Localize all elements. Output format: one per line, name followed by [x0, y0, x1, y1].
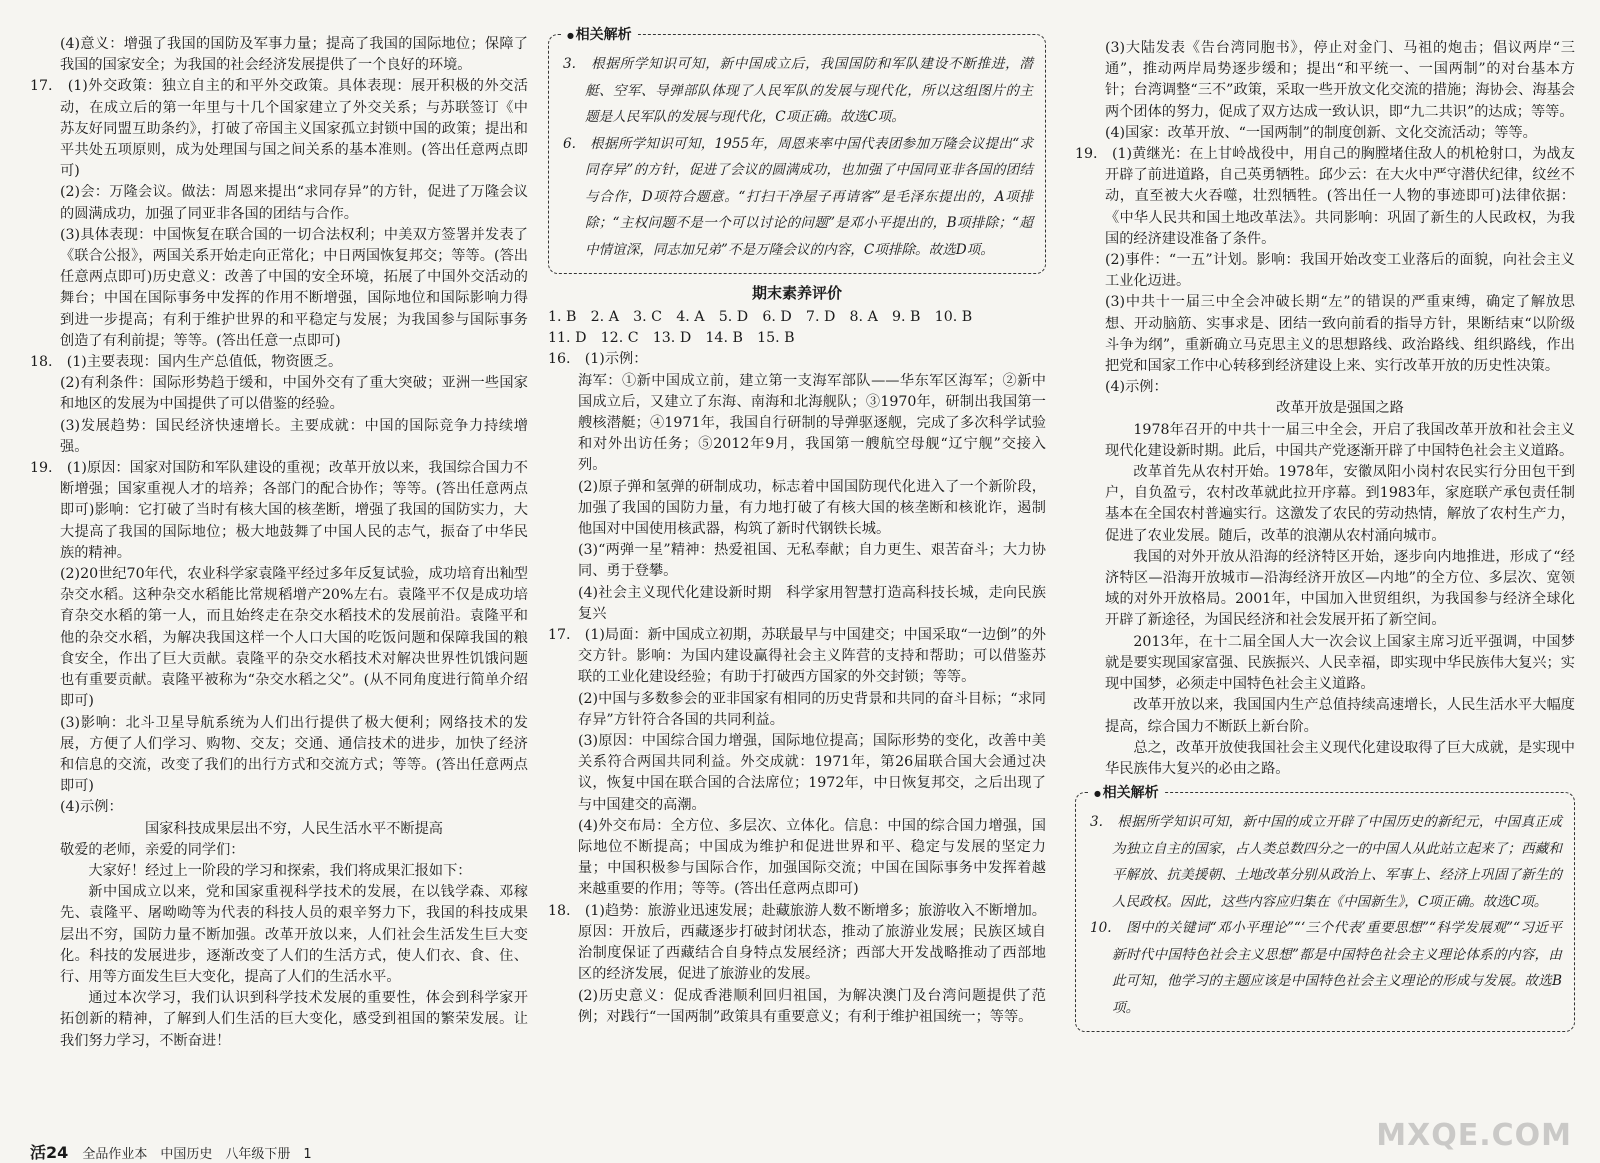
left-column: [30, 34, 528, 1052]
paragraph: (4)示例：: [1105, 379, 1168, 396]
paragraph: (3)发展趋势：国民经济快速增长。主要成就：中国的国际竞争力持续增强。: [60, 417, 528, 455]
paragraph: (3)原因：中国综合国力增强，国际地位提高；国际形势的变化，改善中美关系符合两国共同利益。外交成就：1971年，第26届联合国大会通过决议，恢复中国在联合国的合法席位；1972年，中日恢复邦交，之后出现了与中国建交的高潮。: [578, 733, 1046, 813]
paragraph: 3. 根据所学知识可知，新中国成立后，我国国防和军队建设不断推进，潜艇、空军、导弹部队体现了人民军队的发展与现代化，所以这组图片的主题是人民军队的发展与现代化，C项正确。故选C项。: [563, 56, 1033, 125]
analysis-body: [563, 51, 1033, 263]
paragraph: (2)原子弹和氢弹的研制成功，标志着中国国防现代化进入了一个新阶段，加强了我国的国防力量，有力地打破了有核大国的核垄断和核讹诈，遏制他国对中国使用核武器，构筑了新时代钢铁长城。: [578, 478, 1046, 538]
paragraph: 10. 图中的关键词“邓小平理论”“‘三个代表’重要思想”“科学发展观”“习近平新时代中国特色社会主义思想”都是中国特色社会主义理论体系的内容，由此可知，他学习的主题应该是中国特色社会主义理论的形成与发展。故选B项。: [1090, 920, 1562, 1016]
paragraph: 2013年，在十二届全国人大一次会议上国家主席习近平强调，中国梦就是要实现国家富强、民族振兴、人民幸福，即实现中华民族伟大复兴；实现中国梦，必须走中国特色社会主义道路。: [1105, 633, 1575, 693]
paragraph: 改革开放是强国之路: [1276, 400, 1404, 417]
paragraph: (4)社会主义现代化建设新时期 科学家用智慧打造高科技长城，走向民族复兴: [578, 584, 1046, 622]
book-title: 全品作业本 中国历史 八年级下册 1: [82, 1147, 312, 1162]
paragraph: 19. (1)原因：国家对国防和军队建设的重视；改革开放以来，我国综合国力不断增强；国家重视人才的培养；各部门的配合协作；等等。(答出任意两点即可)影响：它打破了当时有核大国的核垄断，增强了我国的国防实力，大大提高了我国的国际地位；极大地鼓舞了中国人民的志气，振奋了中华民族的精神。: [30, 460, 528, 561]
paragraph: 3. 根据所学知识可知，新中国的成立开辟了中国历史的新纪元，中国真正成为独立自主的国家，占人类总数四分之一的中国人从此站立起来了；西藏和平解放、抗美援朝、土地改革分别从政治上、军事上、经济上巩固了新生的人民政权。因此，这些内容应归集在《中国新生》，C项正确。故选C项。: [1090, 814, 1562, 910]
middle-body: [548, 307, 1046, 1028]
paragraph: 17. (1)外交政策：独立自主的和平外交政策。具体表现：展开积极的外交活动，在成立后的第一年里与十几个国家建立了外交关系；与苏联签订《中苏友好同盟互助条约》，打破了帝国主义国家孤立封锁中国的政策；提出和平共处五项原则，成为处理国与国之间关系的基本准则。(答出任意两点即可): [30, 78, 528, 180]
paragraph: (2)会：万隆会议。做法：周恩来提出“求同存异”的方针，促进了万隆会议的圆满成功，加强了同亚非各国的团结与合作。: [60, 184, 528, 222]
paragraph: 改革开放以来，我国国内生产总值持续高速增长，人民生活水平大幅度提高，综合国力不断跃上新台阶。: [1105, 697, 1575, 735]
paragraph: 国家科技成果层出不穷，人民生活水平不断提高: [145, 820, 443, 837]
page-footer: [30, 1140, 312, 1163]
paragraph: (2)事件：“一五”计划。影响：我国开始改变工业落后的面貌，向社会主义工业化迈进。: [1105, 252, 1575, 290]
paragraph: 海军：①新中国成立前，建立第一支海军部队——华东军区海军；②新中国成立后，又建立了东海、南海和北海舰队；③1970年，研制出我国第一艘核潜艇；④1971年，我国自行研制的导弹驱逐舰，完成了多次科学试验和对外出访任务；⑤2012年9月，我国第一艘航空母舰“辽宁舰”交接入列。: [578, 372, 1046, 474]
right-body: [1075, 38, 1575, 780]
paragraph: (3)大陆发表《告台湾同胞书》，停止对金门、马祖的炮击；倡议两岸“三通”，推动两岸局势逐步缓和；提出“和平统一、一国两制”的对台基本方针；台湾调整“三不”政策，采取一些开放文化交流的措施；海协会、海基会两个团体的努力，促成了双方达成一致认识，即“九二共识”的达成；等等。: [1105, 40, 1575, 120]
paragraph: (2)历史意义：促成香港顺利回归祖国，为解决澳门及台湾问题提供了范例；对践行“一国两制”政策具有重要意义；有利于维护祖国统一；等等。: [578, 987, 1046, 1025]
paragraph: (3)中共十一届三中全会冲破长期“左”的错误的严重束缚，确定了解放思想、开动脑筋、实事求是、团结一致向前看的指导方针，果断结束“以阶级斗争为纲”，重新确立马克思主义的思想路线、政治路线、组织路线，作出把党和国家工作中心转移到经济建设上来、实行改革开放的历史性决策。: [1105, 294, 1575, 375]
middle-column: [548, 27, 1046, 1028]
analysis-box-mid: [548, 27, 1046, 274]
paragraph: 1. B 2. A 3. C 4. A 5. D 6. D 7. D 8. A 9. B 10. B: [548, 309, 973, 325]
paragraph: 我国的对外开放从沿海的经济特区开始，逐步向内地推进，形成了“经济特区—沿海开放城市—沿海经济开放区—内地”的全方位、多层次、宽领域的对外开放格局。2001年，中国加入世贸组织，为我国参与经济全球化开辟了新途径，为国民经济和社会发展开拓了新空间。: [1105, 548, 1575, 629]
paragraph: 新中国成立以来，党和国家重视科学技术的发展，在以钱学森、邓稼先、袁隆平、屠呦呦等为代表的科技人员的艰辛努力下，我国的科技成果层出不穷，国防力量不断加强。改革开放以来，人们社会生活发生巨大变化。科技的发展进步，逐渐改变了人们的生活方式，使人们衣、食、住、行、用等方面发生巨大变化，提高了人们的生活水平。: [60, 884, 528, 985]
analysis-box-right: [1075, 785, 1575, 1032]
paragraph: (2)中国与多数参会的亚非国家有相同的历史背景和共同的奋斗目标；“求同存异”方针符合各国的共同利益。: [578, 690, 1046, 728]
paragraph: 18. (1)趋势：旅游业迅速发展；赴藏旅游人数不断增多；旅游收入不断增加。原因：开放后，西藏逐步打破封闭状态，推动了旅游业发展；民族区域自治制度保证了西藏结合自身特点发展经济；西部大开发战略推动了西部地区的经济发展，促进了旅游业的发展。: [548, 902, 1046, 983]
paragraph: 6. 根据所学知识可知，1955年，周恩来率中国代表团参加万隆会议提出“求同存异”的方针，促进了会议的圆满成功，也加强了中国同亚非各国的团结与合作，D项符合题意。“打扫干净屋子再请客”是毛泽东提出的，A项排除；“主权问题不是一个可以讨论的问题”是邓小平提出的，B项排除；“超中情谊深，同志加兄弟”不是万隆会议的内容，C项排除。故选D项。: [563, 135, 1033, 258]
paragraph: 改革首先从农村开始。1978年，安徽凤阳小岗村农民实行分田包干到户，自负盈亏，农村改革就此拉开序幕。到1983年，家庭联产承包责任制基本在全国农村普遍实行。这激发了农民的劳动热情，解放了农村生产力，促进了农业发展。随后，改革的浪潮从农村涌向城市。: [1105, 464, 1575, 544]
section-heading: 期末素养评价: [751, 284, 842, 302]
paragraph: (3)影响：北斗卫星导航系统为人们出行提供了极大便利；网络技术的发展，方便了人们学习、购物、交友；交通、通信技术的进步，加快了经济和信息的交流，改变了我们的出行方式和交流方式；等等。(答出任意两点即可): [60, 714, 528, 795]
paragraph: (3)“两弹一星”精神：热爱祖国、无私奉献；自力更生、艰苦奋斗；大力协同、勇于登攀。: [578, 542, 1046, 580]
analysis-label: ● 相关解析: [1088, 782, 1165, 802]
paragraph: (4)外交布局：全方位、多层次、立体化。信息：中国的综合国力增强，国际地位不断提高；中国成为维护和促进世界和平、稳定与发展的坚定力量；中国积极参与国际合作，加强国际交流；中国在国际事务中发挥着越来越重要的作用；等等。(答出任意两点即可): [578, 817, 1046, 898]
analysis-label: ● 相关解析: [561, 24, 638, 44]
paragraph: (4)意义：增强了我国的国防及军事力量；提高了我国的国际地位；保障了我国的国家安全；为我国的社会经济发展提供了一个良好的环境。: [60, 36, 528, 74]
paragraph: 大家好！经过上一阶段的学习和探索，我们将成果汇报如下：: [88, 862, 472, 879]
paragraph: (2)20世纪70年代，农业科学家袁隆平经过多年反复试验，成功培育出籼型杂交水稻。这种杂交水稻能比常规稻增产20%左右。袁隆平不仅是成功培育杂交水稻的第一人，而且始终走在杂交水稻技术的发展前沿。袁隆平和他的杂交水稻，为解决我国这样一个人口大国的吃饭问题和保障我国的粮食安全，作出了巨大贡献。袁隆平的杂交水稻技术对解决世界性饥饿问题也有重要贡献。袁隆平被称为“杂交水稻之父”。(从不同角度进行简单介绍即可): [60, 566, 528, 710]
paragraph: (2)有利条件：国际形势趋于缓和，中国外交有了重大突破；亚洲一些国家和地区的发展为中国提供了可以借鉴的经验。: [60, 375, 528, 413]
paragraph: 1978年召开的中共十一届三中全会，开启了我国改革开放和社会主义现代化建设新时期。此后，中国共产党逐渐开辟了中国特色社会主义道路。: [1105, 421, 1575, 459]
paragraph: 19. (1)黄继光：在上甘岭战役中，用自己的胸膛堵住敌人的机枪射口，为战友开辟了前进道路，自己英勇牺牲。邱少云：在大火中严守潜伏纪律，纹丝不动，直至被大火吞噬，壮烈牺牲。(答出任一人物的事迹即可)法律依据：《中华人民共和国土地改革法》。共同影响：巩固了新生的人民政权，为我国的经济建设准备了条件。: [1075, 146, 1575, 247]
page-number: 活24: [30, 1143, 69, 1162]
paragraph: (4)国家：改革开放、“一国两制”的制度创新、文化交流活动；等等。: [1105, 124, 1537, 141]
paragraph: 总之，改革开放使我国社会主义现代化建设取得了巨大成就，是实现中华民族伟大复兴的必由之路。: [1105, 739, 1575, 777]
paragraph: 18. (1)主要表现：国内生产总值低，物资匮乏。: [30, 354, 343, 371]
paragraph: 16. (1)示例：: [548, 351, 648, 368]
right-column: [1075, 38, 1575, 1040]
paragraph: 通过本次学习，我们认识到科学技术发展的重要性，体会到科学家开拓创新的精神，了解到人们生活的巨大变化，感受到祖国的繁荣发展。让我们努力学习，不断奋进！: [60, 990, 528, 1049]
watermark-logo: MXQE.COM: [1376, 1118, 1572, 1153]
paragraph: (3)具体表现：中国恢复在联合国的一切合法权利；中美双方签署并发表了《联合公报》，两国关系开始走向正常化；中日两国恢复邦交；等等。(答出任意两点即可)历史意义：改善了中国的安全环境，拓展了中国外交活动的舞台；中国在国际事务中发挥的作用不断增强，国际地位和国际影响力得到进一步提高；有利于维护世界的和平稳定与发展；为我国参与国际事务创造了有利前提；等等。(答出任意一点即可): [60, 226, 528, 349]
paragraph: (4)示例：: [60, 799, 123, 816]
paragraph: 17. (1)局面：新中国成立初期，苏联最早与中国建交；中国采取“一边倒”的外交方针。影响：为国内建设赢得社会主义阵营的支持和帮助；可以借鉴苏联的工业化建设经验；有助于打破西方国家的外交封锁；等等。: [548, 627, 1046, 686]
analysis-body: [1090, 809, 1562, 1021]
paragraph: 11. D 12. C 13. D 14. B 15. B: [548, 330, 795, 347]
paragraph: 敬爱的老师，亲爱的同学们：: [60, 841, 245, 858]
